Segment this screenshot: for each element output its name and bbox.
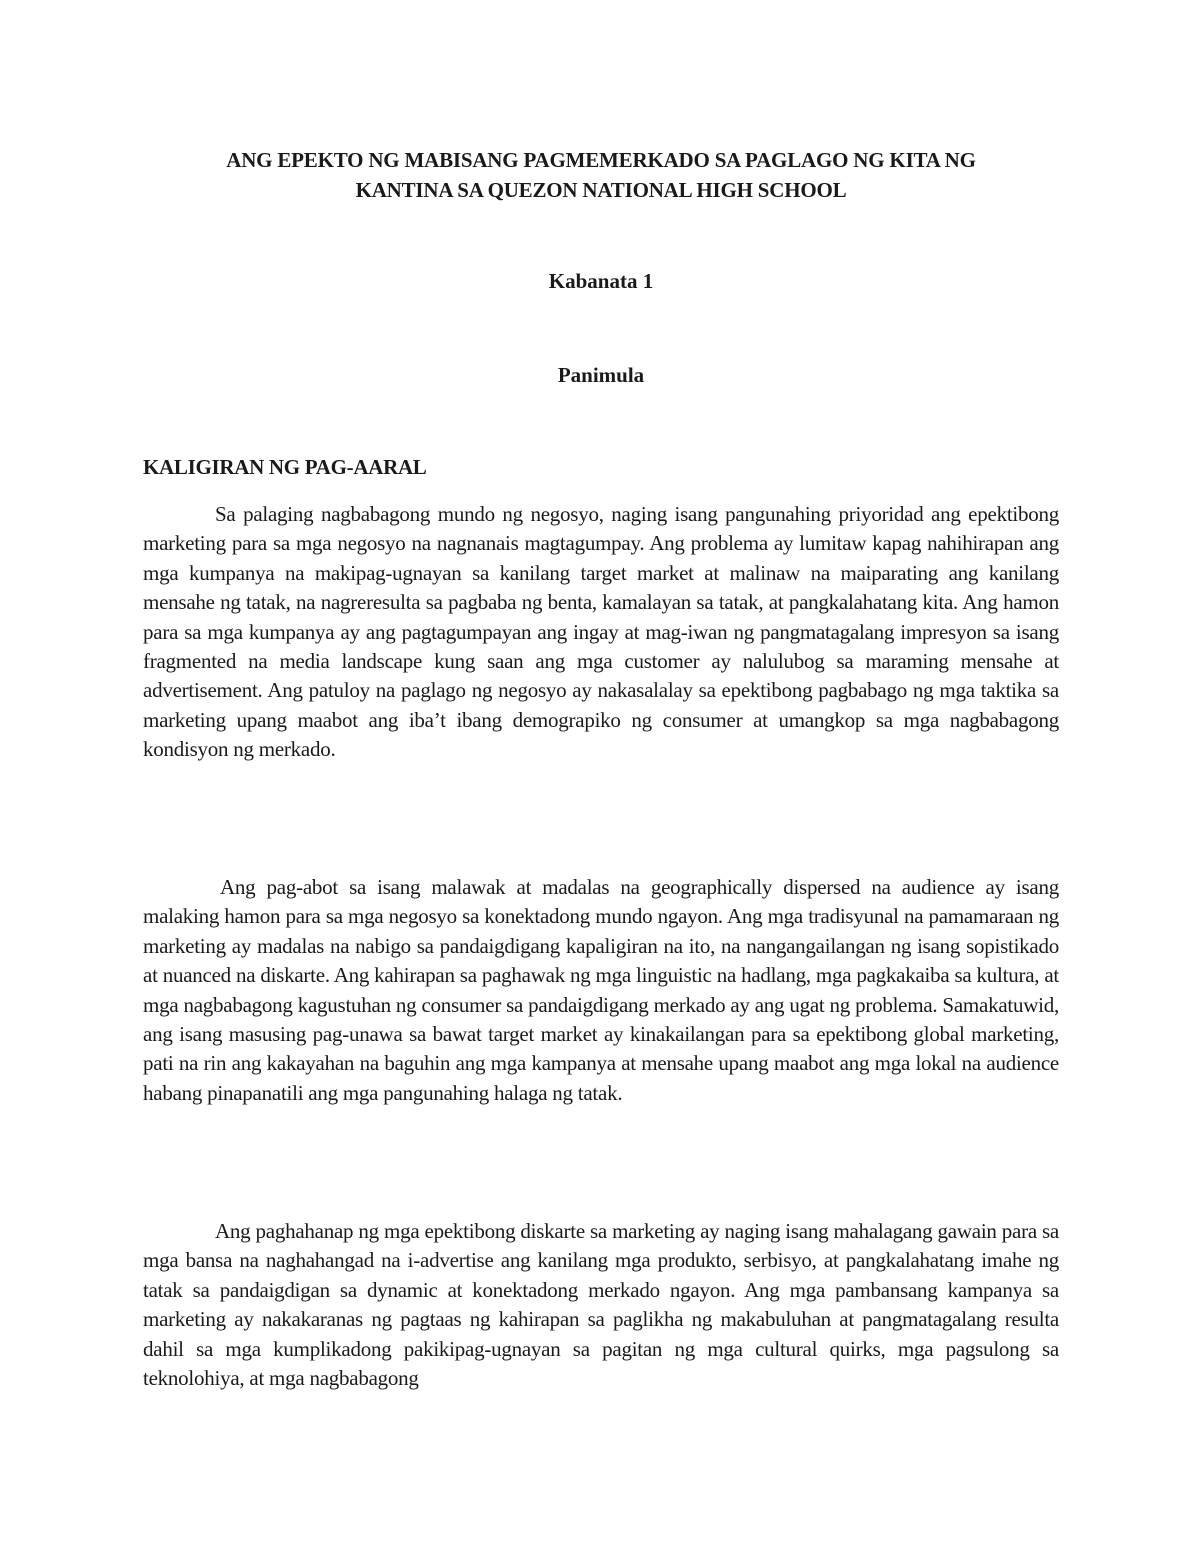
document-title <box>143 145 1059 205</box>
paragraph-1: Sa palaging nagbabagong mundo ng negosyo, naging isang pangunahing priyoridad ang epektibong marketing para sa mga negosyo na nagnanais magtagumpay. Ang problema ay lumitaw kapag nahihirapan ang mga kumpanya na makipag-ugnayan sa kanilang target market at malinaw na maiparating ang kanilang mensahe ng tatak, na nagreresulta sa pagbaba ng benta, kamalayan sa tatak, at pangkalahatang kita. Ang hamon para sa mga kumpanya ay ang pagtagumpayan ang ingay at mag-iwan ng pangmatagalang impresyon sa isang fragmented na media landscape kung saan ang mga customer ay nalulubog sa maraming mensahe at advertisement. Ang patuloy na paglago ng negosyo ay nakasalalay sa epektibong pagbabago ng mga taktika sa marketing upang maabot ang iba’t ibang demograpiko ng consumer at umangkop sa mga nagbabagong kondisyon ng merkado. <box>143 502 1059 762</box>
section-heading: Panimula <box>557 363 645 387</box>
paragraph-3: Ang paghahanap ng mga epektibong diskarte sa marketing ay naging isang mahalagang gawain para sa mga bansa na naghahangad na i-advertise ang kanilang mga produkto, serbisyo, at pangkalahatang imahe ng tatak sa pandaigdigan sa dynamic at konektadong merkado ngayon. Ang mga pambansang kampanya sa marketing ay nakakaranas ng pagtaas ng kahirapan sa paglikha ng makabuluhan at pangmatagalang resulta dahil sa mga kumplikadong pakikipag-ugnayan sa pagitan ng mga cultural quirks, mga pagsulong sa teknolohiya, at mga nagbabagong <box>143 1219 1059 1391</box>
title-line-1: ANG EPEKTO NG MABISANG PAGMEMERKADO SA PAGLAGO NG KITA NG <box>226 148 976 172</box>
title-line-2: KANTINA SA QUEZON NATIONAL HIGH SCHOOL <box>355 178 847 202</box>
chapter-heading: Kabanata 1 <box>548 269 654 293</box>
subsection-heading: KALIGIRAN NG PAG-AARAL <box>143 455 427 479</box>
paragraph-2: Ang pag-abot sa isang malawak at madalas na geographically dispersed na audience ay isang malaking hamon para sa mga negosyo sa konektadong mundo ngayon. Ang mga tradisyunal na pamamaraan ng marketing ay madalas na nabigo sa pandaigdigang kapaligiran na ito, na nangangailangan ng isang sopistikado at nuanced na diskarte. Ang kahirapan sa paghawak ng mga linguistic na hadlang, mga pagkakaiba sa kultura, at mga nagbabagong kagustuhan ng consumer sa pandaigdigang merkado ay ang ugat ng problema. Samakatuwid, ang isang masusing pag-unawa sa bawat target market ay kinakailangan para sa epektibong global marketing, pati na rin ang kakayahan na baguhin ang mga kampanya at mensahe upang maabot ang mga lokal na audience habang pinapanatili ang mga pangunahing halaga ng tatak. <box>143 875 1059 1105</box>
